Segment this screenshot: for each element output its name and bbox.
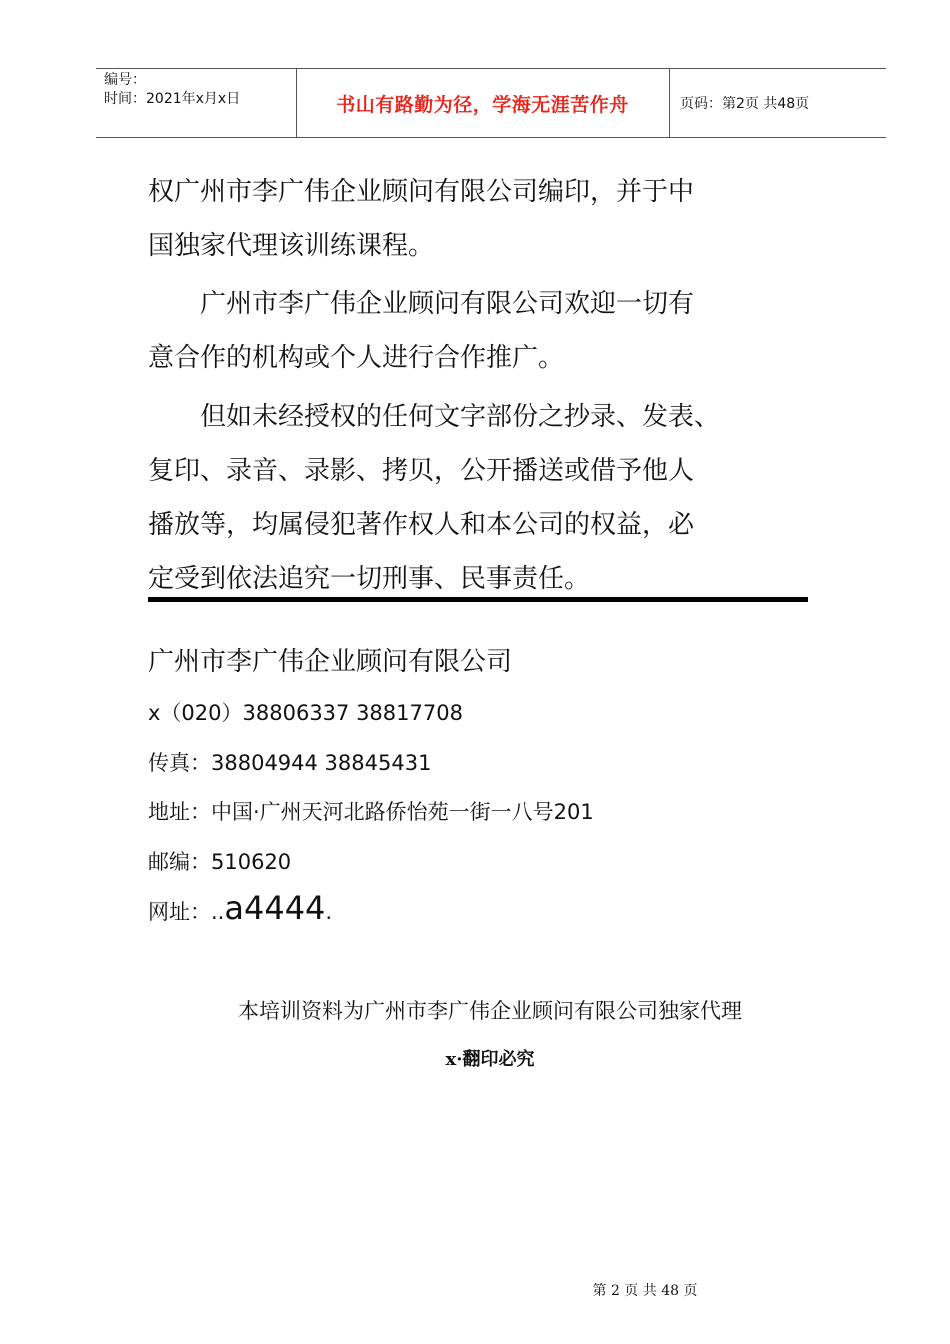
rights-reserved-note: x·翻印必究 [445, 1049, 535, 1070]
company-website [148, 889, 333, 927]
company-name: 广州市李广伟企业顾问有限公司 [148, 647, 513, 677]
paragraph-line: 国独家代理该训练课程。 [148, 231, 435, 261]
paragraph-line: 权广州市李广伟企业顾问有限公司编印，并于中 [148, 177, 695, 207]
paragraph-line: 意合作的机构或个人进行合作推广。 [148, 343, 565, 373]
company-address: 地址：中国·广州天河北路侨怡苑一街一八号201 [148, 800, 594, 824]
cooperation-paragraph [148, 277, 788, 385]
website-value: a4444 [224, 889, 326, 927]
document-number-label: 编号： [104, 72, 146, 88]
header-motto-cell [296, 69, 670, 137]
header-motto: 书山有路勤为径，学海无涯苦作舟 [336, 93, 629, 116]
agency-note: 本培训资料为广州市李广伟企业顾问有限公司独家代理 [238, 999, 742, 1023]
header-page-cell [670, 69, 886, 137]
website-label: 网址：.. [148, 900, 225, 924]
header-page-info: 页码：第2页 共48页 [680, 96, 810, 112]
paragraph-line: 播放等，均属侵犯著作权人和本公司的权益，必 [148, 510, 695, 540]
paragraph-line: 广州市李广伟企业顾问有限公司欢迎一切有 [148, 289, 695, 319]
page-footer-number: 第 2 页 共 48 页 [592, 1283, 698, 1299]
website-suffix: . [325, 900, 333, 924]
paragraph-line: 复印、录音、录影、拷贝，公开播送或借予他人 [148, 456, 695, 486]
company-fax: 传真：38804944 38845431 [148, 751, 432, 775]
copyright-paragraph-1 [148, 165, 788, 273]
paragraph-line: 但如未经授权的任何文字部份之抄录、发表、 [148, 402, 721, 432]
document-header [96, 68, 886, 138]
paragraph-line: 定受到依法追究一切刑事、民事责任。 [148, 564, 591, 594]
warning-paragraph [148, 390, 788, 606]
header-meta-cell [96, 69, 297, 137]
company-phone: x（020）38806337 38817708 [148, 701, 463, 725]
company-postcode: 邮编：510620 [148, 850, 292, 874]
section-divider [148, 597, 808, 602]
document-time-label: 时间：2021年x月x日 [104, 91, 241, 107]
